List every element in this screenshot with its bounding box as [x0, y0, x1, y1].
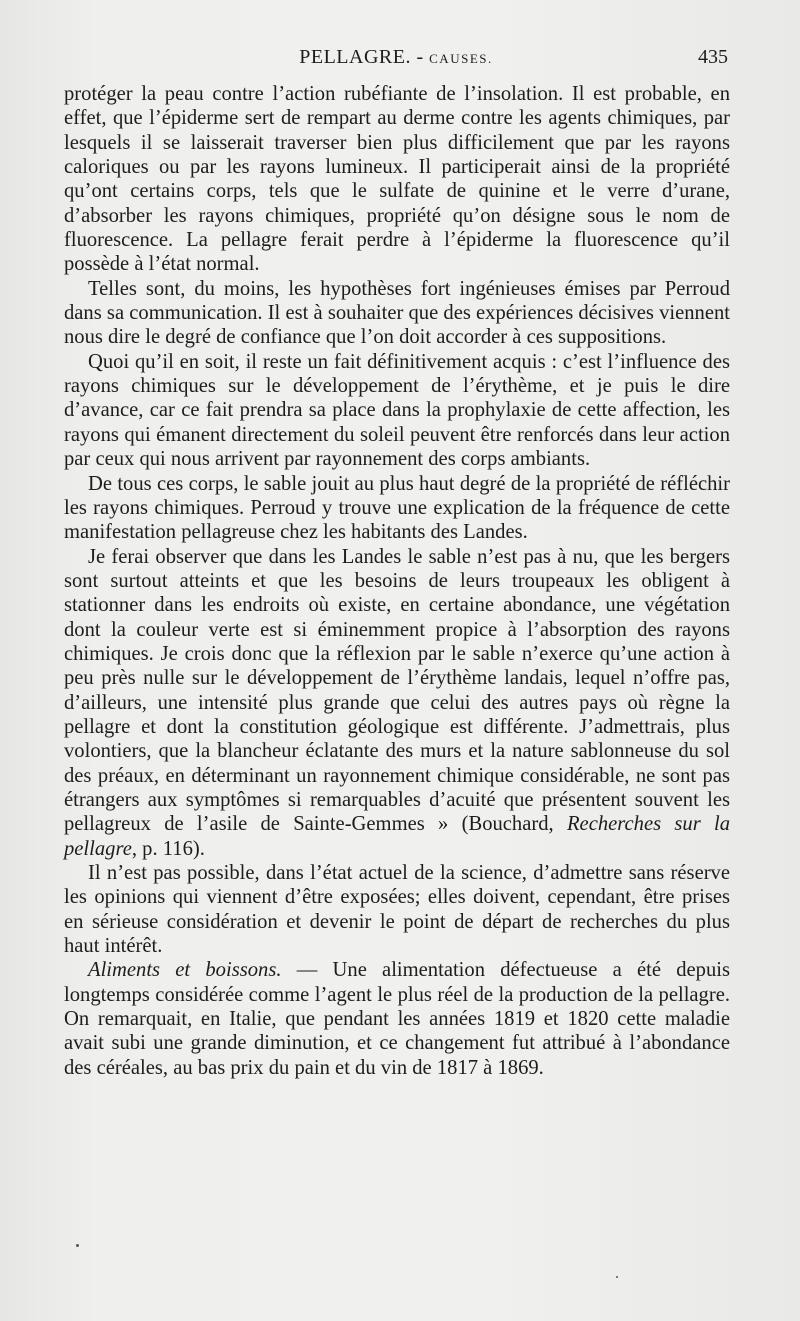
title-dash: -: [410, 46, 430, 68]
paragraph-chemical-rays: Quoi qu’il en soit, il reste un fait définitivement acquis : c’est l’influence des rayons chimiques sur le développement de l’érythème, et je puis le dire d’avance, car ce fait prendra sa place dans la prophylaxie de cette affection, les rayons qui émanent directement du soleil peuvent être renforcés dans leur action par ceux qui nous arrivent par rayonnement des corps ambiants.: [64, 350, 730, 471]
citation-title: Recherches sur la pellagre: [64, 813, 731, 860]
running-header: [64, 46, 728, 76]
print-speck: [616, 1276, 618, 1278]
paragraph-sand: De tous ces corps, le sable jouit au plus haut degré de la propriété de réfléchir les rayons chimiques. Perroud y trouve une explication de la fréquence de cette manifestation pellagreuse chez les habitants des Landes.: [64, 472, 730, 544]
paragraph-landes-text: Je ferai observer que dans les Landes le sable n’est pas à nu, que les bergers sont surtout atteints et que les besoins de leurs troupeaux les obligent à stationner dans les endroits où existe, en certaine abondance, une végétation dont la couleur verte est si éminemment propice à l’absorption des rayons chimiques. Je crois donc que la réflexion par le sable n’exerce qu’une action à peu près nulle sur le développement de l’érythème landais, lequel n’offre pas, d’ailleurs, une intensité plus grande que celui des autres pays où règne la pellagre et dont la constitution géologique est différente. J’admettrais, plus volontiers, que la blancheur éclatante des murs et la nature sablonneuse du sol des préaux, en déterminant un rayonnement chimique considérable, ne sont pas étrangers aux symptômes si remarquables d’acuité que présentent souvent les pellagreux de l’asile de Sainte-Gemmes » (Bouchard,: [64, 545, 730, 836]
paragraph-hypotheses: Telles sont, du moins, les hypothèses fort ingénieuses émises par Perroud dans sa communication. Il est à souhaiter que des expériences décisives viennent nous dire le degré de confiance que l’on doit accorder à ces suppositions.: [64, 277, 730, 349]
body-text: [64, 82, 730, 1080]
print-speck: [76, 1244, 79, 1247]
title-section: CAUSES.: [429, 51, 493, 66]
running-title: [64, 46, 728, 69]
paragraph-food: [64, 958, 730, 1080]
section-heading-food: Aliments et boissons.: [88, 959, 282, 982]
citation-page: , p. 116).: [131, 837, 205, 860]
paragraph-food-text: — Une alimentation défectueuse a été depuis longtemps considérée comme l’agent le plus réel de la production de la pellagre. On remarquait, en Italie, que pendant les années 1819 et 1820 cette maladie avait subi une grande diminution, et ce changement fut attribué à l’abondance des céréales, au bas prix du pain et du vin de 1817 à 1869.: [64, 959, 730, 1079]
paragraph-science: Il n’est pas possible, dans l’état actuel de la science, d’admettre sans réserve les opinions qui viennent d’être exposées; elles doivent, cependant, être prises en sérieuse considération et devenir le point de départ de recherches du plus haut intérêt.: [64, 862, 730, 958]
paragraph-continued: protéger la peau contre l’action rubéfiante de l’insolation. Il est probable, en effet, que l’épiderme sert de rempart au derme contre les agents chimiques, par lesquels il se laisserait traverser bien plus difficilement que par les rayons caloriques ou par les rayons lumineux. Il participerait ainsi de la propriété qu’ont certains corps, tels que le sulfate de quinine et le verre d’urane, d’absorber les rayons chimiques, propriété qu’on désigne sous le nom de fluorescence. La pellagre ferait perdre à l’épiderme la fluorescence qu’il possède à l’état normal.: [64, 83, 730, 276]
paragraph-landes: [64, 545, 730, 861]
page-number: 435: [698, 46, 728, 68]
title-main: PELLAGRE.: [299, 46, 411, 68]
